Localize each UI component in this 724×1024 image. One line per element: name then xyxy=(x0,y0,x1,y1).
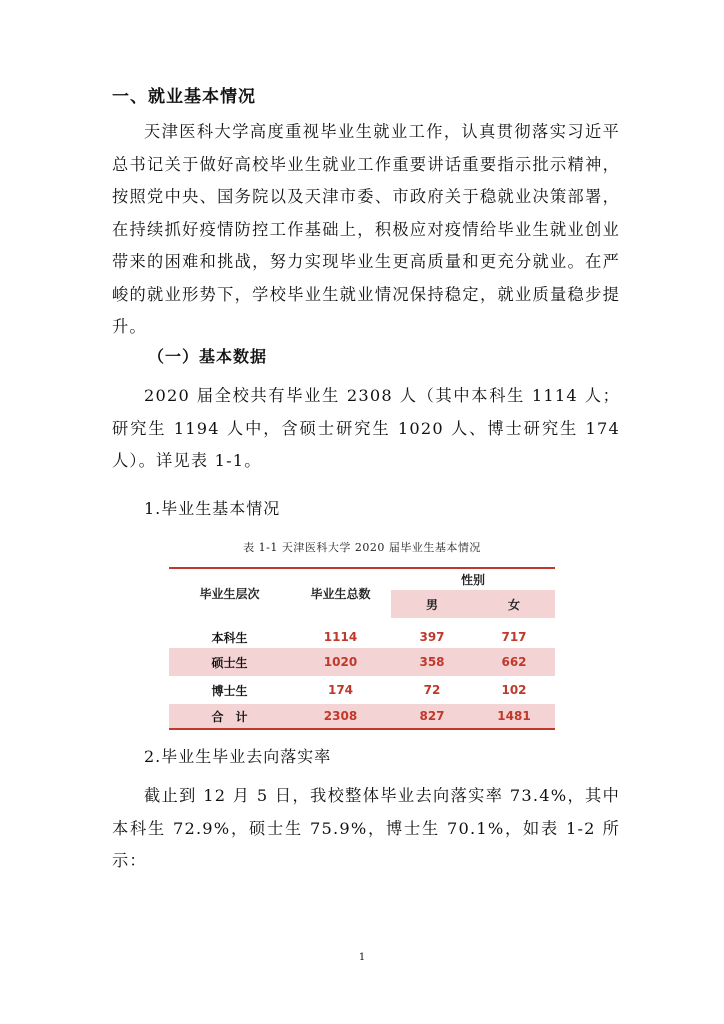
table-row-total xyxy=(169,704,555,729)
row-level: 合 计 xyxy=(211,709,248,724)
table-caption: 表 1-1 天津医科大学 2020 届毕业生基本情况 xyxy=(243,541,481,554)
table-row xyxy=(169,626,555,648)
row-level: 博士生 xyxy=(211,683,248,698)
placement-paragraph: 截止到 12 月 5 日，我校整体毕业去向落实率 73.4%，其中本科生 72.9%，硕士生 75.9%，博士生 70.1%，如表 1-2 所示： xyxy=(112,786,620,870)
table-row xyxy=(169,648,555,676)
section-heading: 一、就业基本情况 xyxy=(112,87,256,107)
header-male: 男 xyxy=(391,590,473,618)
row-total: 174 xyxy=(327,683,354,697)
row-female: 717 xyxy=(501,630,527,644)
row-total: 1020 xyxy=(323,655,358,669)
row-female: 662 xyxy=(501,655,527,669)
page-number: 1 xyxy=(358,952,366,963)
row-female: 1481 xyxy=(497,709,531,723)
row-male: 72 xyxy=(423,683,441,697)
item-heading-graduates: 1.毕业生基本情况 xyxy=(144,499,281,518)
row-male: 827 xyxy=(419,709,445,723)
header-gender: 性别 xyxy=(460,573,485,587)
intro-paragraph: 天津医科大学高度重视毕业生就业工作，认真贯彻落实习近平总书记关于做好高校毕业生就业工作重要讲话重要指示批示精神，按照党中央、国务院以及天津市委、市政府关于稳就业决策部署，在持续抓好疫情防控工作基础上，积极应对疫情给毕业生就业创业带来的困难和挑战，努力实现毕业生更高质量和更充分就业。在严峻的就业形势下，学校毕业生就业情况保持稳定，就业质量稳步提升。 xyxy=(112,122,620,336)
subsection-heading: （一）基本数据 xyxy=(148,347,268,366)
table-row xyxy=(169,676,555,704)
row-male: 397 xyxy=(419,630,445,644)
item-heading-placement: 2.毕业生毕业去向落实率 xyxy=(144,747,332,766)
row-male: 358 xyxy=(419,655,445,669)
row-total: 1114 xyxy=(323,630,358,644)
header-total: 毕业生总数 xyxy=(310,587,371,601)
header-level: 毕业生层次 xyxy=(199,587,260,601)
row-female: 102 xyxy=(501,683,527,697)
basic-data-paragraph: 2020 届全校共有毕业生 2308 人（其中本科生 1114 人；研究生 1194 人中，含硕士研究生 1020 人、博士研究生 174 人）。详见表 1-1。 xyxy=(112,386,620,470)
row-level: 本科生 xyxy=(211,630,248,645)
header-female: 女 xyxy=(473,590,555,618)
row-level: 硕士生 xyxy=(211,655,248,670)
row-total: 2308 xyxy=(323,709,358,723)
graduates-table xyxy=(169,567,555,730)
